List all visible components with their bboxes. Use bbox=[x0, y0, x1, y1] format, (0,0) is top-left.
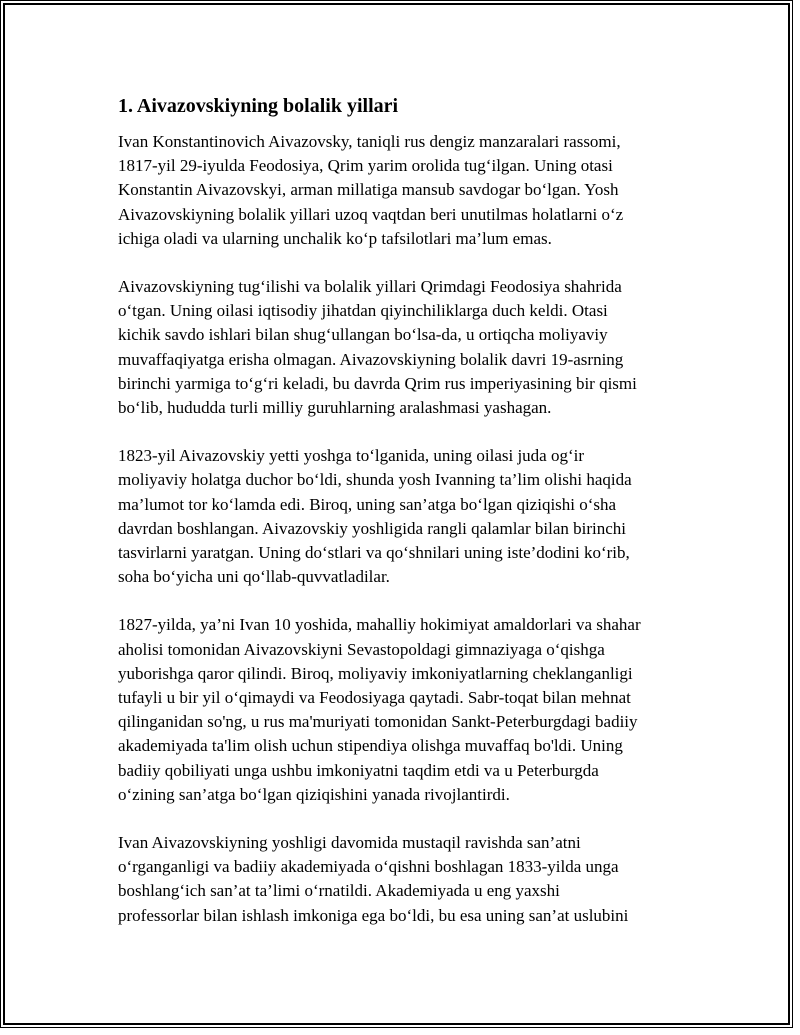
paragraph-2: Aivazovskiyning tug‘ilishi va bolalik yillari Qrimdagi Feodosiya shahrida o‘tgan. Uning oilasi iqtisodiy jihatdan qiyinchiliklarga duch keldi. Otasi kichik savdo ishlari bilan shug‘ullangan bo‘lsa-da, u ortiqcha moliyaviy muvaffaqiyatga erisha olmagan. Aivazovskiyning bolalik davri 19-asrning birinchi yarmiga to‘g‘ri keladi, bu davrda Qrim rus imperiyasining bir qismi bo‘lib, hududda turli milliy guruhlarning aralashmasi yashagan. bbox=[118, 277, 637, 418]
document-body bbox=[118, 92, 698, 952]
paragraph-1: Ivan Konstantinovich Aivazovsky, taniqli rus dengiz manzaralari rassomi, 1817-yil 29-iyulda Feodosiya, Qrim yarim orolida tug‘ilgan. Uning otasi Konstantin Aivazovskyi, arman millatiga mansub savdogar bo‘lgan. Yosh Aivazovskiyning bolalik yillari uzoq vaqtdan beri unutilmas holatlarni o‘z ichiga oladi va ularning unchalik ko‘p tafsilotlari ma’lum emas. bbox=[118, 132, 624, 248]
section-heading: 1. Aivazovskiyning bolalik yillari bbox=[118, 95, 399, 117]
paragraph-5: Ivan Aivazovskiyning yoshligi davomida mustaqil ravishda san’atni o‘rganganligi va badiiy akademiyada o‘qishni boshlagan 1833-yilda unga boshlang‘ich san’at ta’limi o‘rnatildi. Akademiyada u eng yaxshi professorlar bilan ishlash imkoniga ega bo‘ldi, bu esa uning san’at uslubini bbox=[118, 833, 629, 925]
paragraph-4: 1827-yilda, ya’ni Ivan 10 yoshida, mahalliy hokimiyat amaldorlari va shahar aholisi tomonidan Aivazovskiyni Sevastopoldagi gimnaziyaga o‘qishga yuborishga qaror qilindi. Biroq, moliyaviy imkoniyatlarning cheklanganligi tufayli u bir yil o‘qimaydi va Feodosiyaga qaytadi. Sabr-toqat bilan mehnat qilinganidan so'ng, u rus ma'muriyati tomonidan Sankt-Peterburgdagi badiiy akademiyada ta'lim olish uchun stipendiya olishga muvaffaq bo'ldi. Uning badiiy qobiliyati unga ushbu imkoniyatni taqdim etdi va u Peterburgda o‘zining san’atga bo‘lgan qiziqishini yanada rivojlantirdi. bbox=[118, 615, 641, 804]
paragraph-3: 1823-yil Aivazovskiy yetti yoshga to‘lganida, uning oilasi juda og‘ir moliyaviy holatga duchor bo‘ldi, shunda yosh Ivanning ta’lim olishi haqida ma’lumot tor ko‘lamda edi. Biroq, uning san’atga bo‘lgan qiziqishi o‘sha davrdan boshlangan. Aivazovskiy yoshligida rangli qalamlar bilan birinchi tasvirlarni yaratgan. Uning do‘stlari va qo‘shnilari uning iste’dodini ko‘rib, soha bo‘yicha uni qo‘llab-quvvatladilar. bbox=[118, 446, 632, 587]
